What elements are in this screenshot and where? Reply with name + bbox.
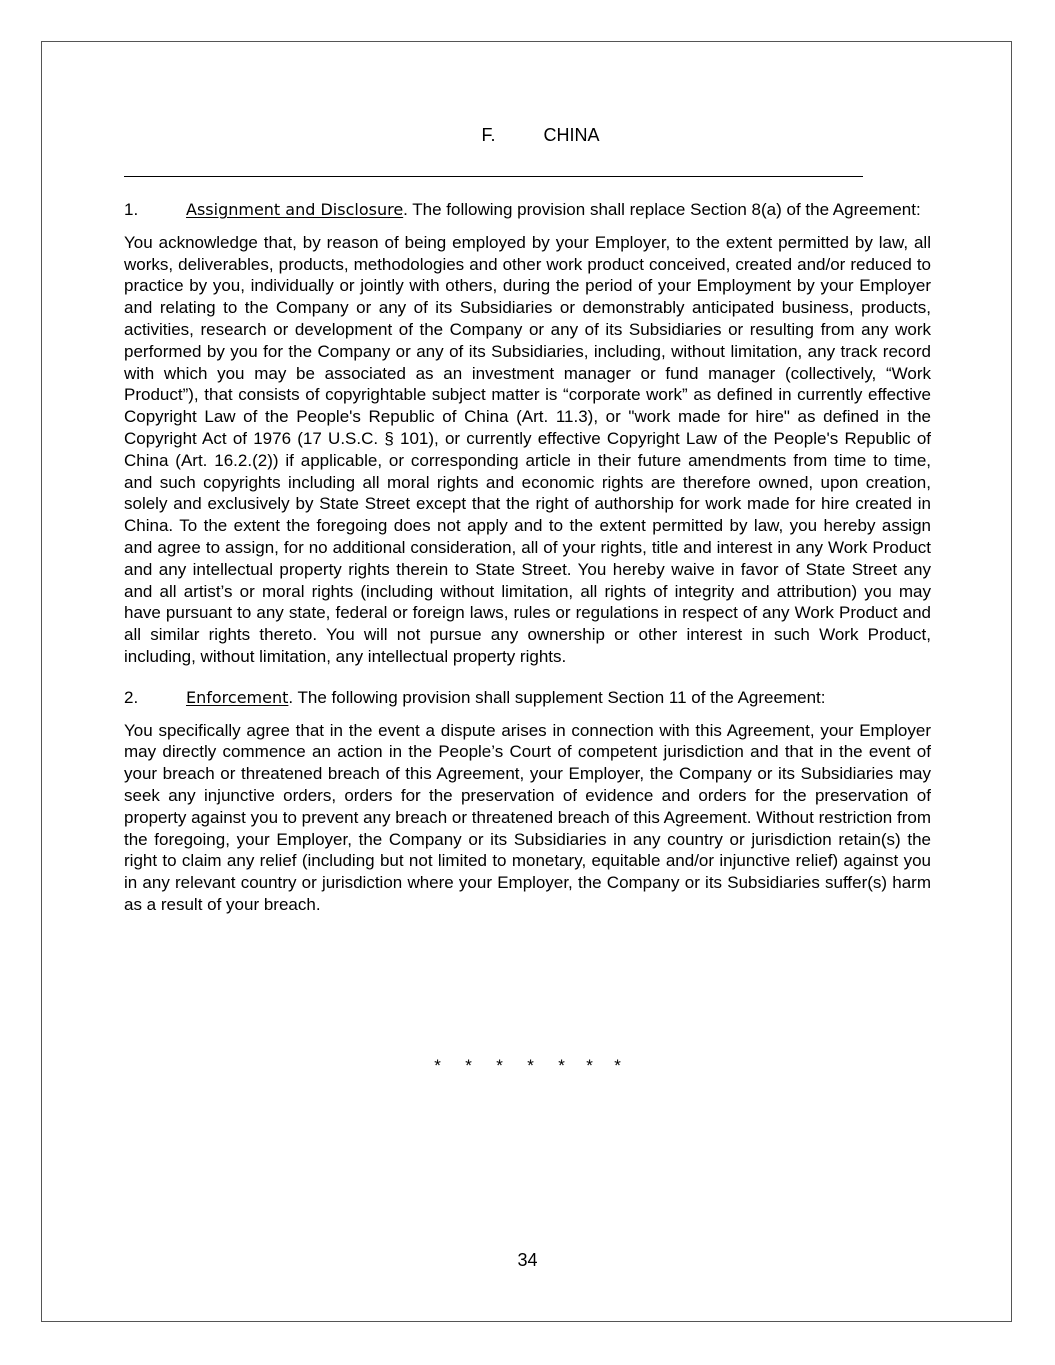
end-separator <box>0 1056 1055 1076</box>
section-2-number: 2. <box>124 687 139 707</box>
separator-star: * <box>527 1056 534 1075</box>
separator-star: * <box>558 1056 565 1075</box>
separator-star: * <box>614 1056 621 1075</box>
separator-star: * <box>586 1056 593 1075</box>
section-1-number: 1. <box>124 200 139 219</box>
page-number: 34 <box>517 1250 538 1270</box>
section-1-title: Assignment and Disclosure <box>186 200 404 219</box>
section-heading-china <box>0 124 1055 146</box>
section-2-body: You specifically agree that in the event a dispute arises in connection with this Agreement, your Employer may directly commence an action in the People’s Court of competent jurisdiction and that in the event of your breach or threatened breach of this Agreement, your Employer, the Company or its Subsidiaries may seek any injunctive orders, orders for the preservation of evidence and orders for the preservation of property against you to prevent any breach or threatened breach of this Agreement. Without restriction from the foregoing, your Employer, the Company or its Subsidiaries in any country or jurisdiction retain(s) the right to claim any relief (including but not limited to monetary, equitable and/or injunctive relief) against you in any relevant country or jurisdiction where your Employer, the Company or its Subsidiaries suffer(s) harm as a result of your breach. <box>124 720 931 914</box>
heading-rule <box>124 176 863 177</box>
separator-star: * <box>496 1056 503 1075</box>
separator-star: * <box>465 1056 472 1075</box>
section-2-title: Enforcement <box>186 687 289 707</box>
section-1-heading <box>124 199 931 221</box>
heading-title: CHINA <box>543 125 600 145</box>
separator-star: * <box>434 1056 441 1075</box>
section-1-body: You acknowledge that, by reason of being employed by your Employer, to the extent permitted by law, all works, deliverables, products, methodologies and other work product conceived, created and/or reduced to practice by you, individually or jointly with others, during the period of your Employment by your Employer and relating to the Company or any of its Subsidiaries or demonstrably anticipated business, products, activities, research or development of the Company or any of its Subsidiaries or resulting from any work performed by you for the Company or any of its Subsidiaries, including, without limitation, any track record with which you may be associated as an investment manager or fund manager (collectively, “Work Product”), that consists of copyrightable subject matter is “corporate work” as defined in currently effective Copyright Law of the People's Republic of China (Art. 11.3), or "work made for hire" as defined in the Copyright Act of 1976 (17 U.S.C. § 101), or currently effective Copyright Law of the People's Republic of China (Art. 16.2.(2)) if applicable, or corresponding article in their future amendments from time to time, and such copyrights including all moral rights and economic rights are therefore owned, upon creation, solely and exclusively by State Street except that the right of authorship for work made for hire created in China. To the extent the foregoing does not apply and to the extent permitted by law, you hereby assign and agree to assign, for no additional consideration, all of your rights, title and interest in any Work Product and any intellectual property rights therein to State Street. You hereby waive in favor of State Street any and all artist’s or moral rights (including without limitation, all rights of integrity and attribution) you may have pursuant to any state, federal or foreign laws, rules or regulations in respect of any Work Product and all similar rights thereto. You will not pursue any ownership or other interest in such Work Product, including, without limitation, any intellectual property rights. <box>124 232 931 666</box>
heading-letter: F. <box>481 125 496 145</box>
section-2-intro: . The following provision shall supplement Section 11 of the Agreement: <box>288 687 826 707</box>
section-2-heading <box>124 687 931 709</box>
document-body <box>124 199 931 916</box>
section-1-intro: . The following provision shall replace Section 8(a) of the Agreement: <box>403 200 921 219</box>
